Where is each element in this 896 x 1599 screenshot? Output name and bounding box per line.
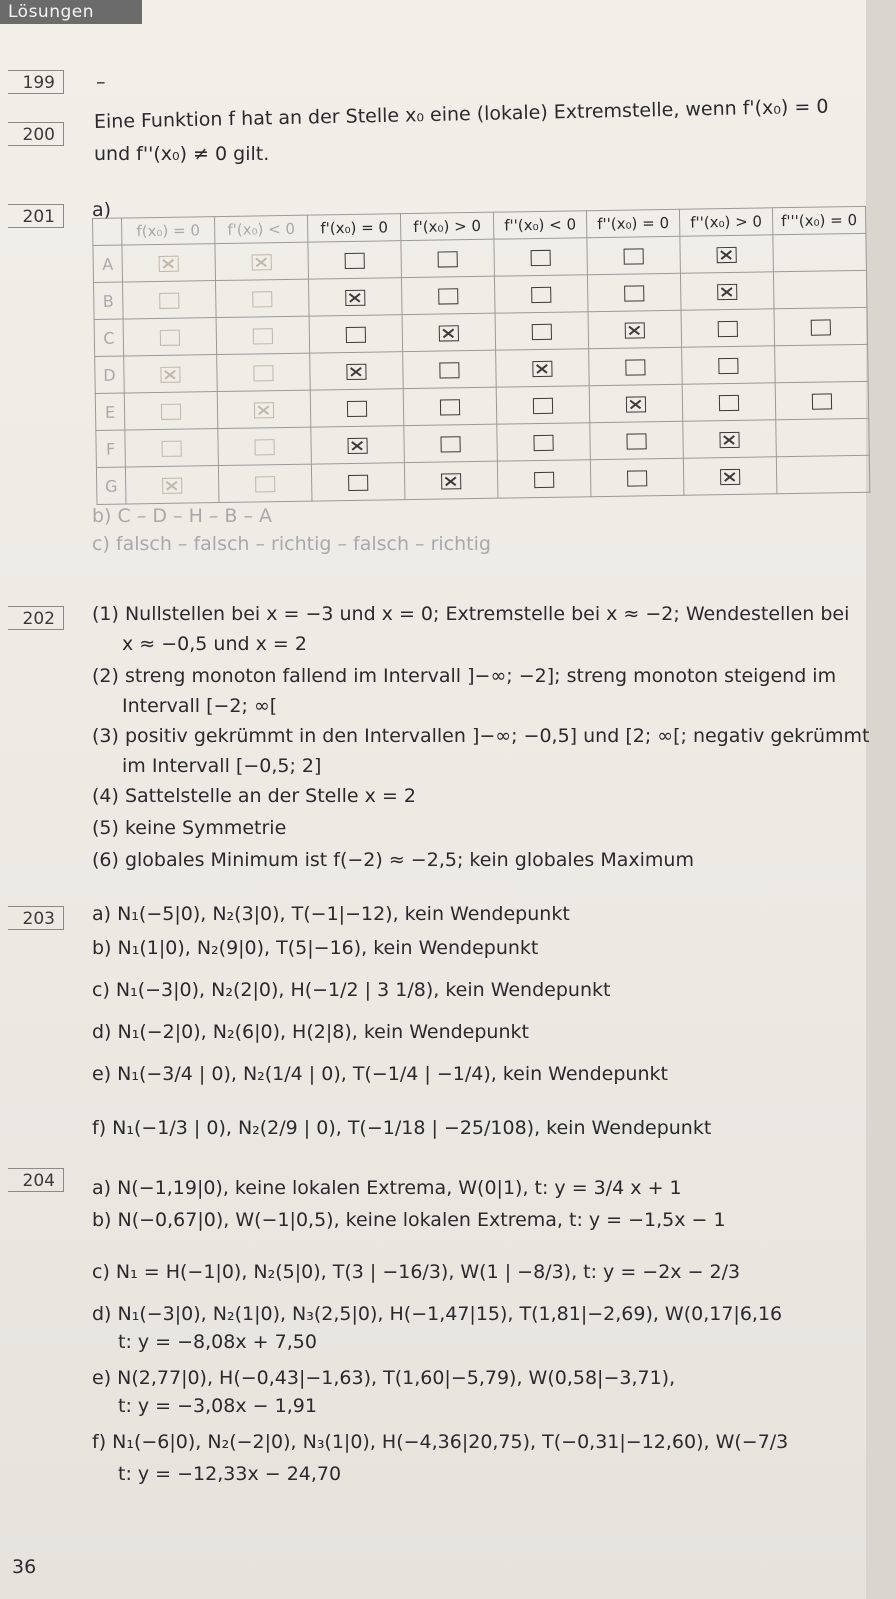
task-203-line: f) N₁(−1/3 | 0), N₂(2/9 | 0), T(−1/18 | −25/108), kein Wendepunkt — [92, 1117, 712, 1139]
checked-box — [345, 290, 365, 306]
empty-box — [159, 293, 179, 309]
table-cell — [587, 236, 681, 274]
table-cell — [403, 387, 497, 425]
task-200-line-1: Eine Funktion f hat an der Stelle x₀ eine (lokale) Extremstelle, wenn f'(x₀) = 0 — [93, 95, 829, 133]
task-203-line: c) N₁(−3|0), N₂(2|0), H(−1/2 | 3 1/8), kein Wendepunkt — [92, 979, 611, 1001]
row-label: D — [95, 356, 125, 393]
task-number-201: 201 — [8, 204, 64, 228]
empty-box — [440, 399, 460, 415]
checked-box — [717, 247, 737, 263]
empty-box — [438, 288, 458, 304]
task-201-part-b: b) C – D – H – B – A — [92, 505, 273, 527]
table-cell — [402, 313, 496, 351]
table-cell — [683, 457, 777, 495]
table-header: f''(x₀) > 0 — [679, 208, 772, 236]
task-201-part-c: c) falsch – falsch – richtig – falsch – richtig — [92, 533, 491, 555]
empty-box — [627, 470, 647, 486]
table-cell — [776, 418, 870, 456]
empty-box — [811, 319, 831, 335]
empty-box — [160, 330, 180, 346]
empty-box — [253, 328, 273, 344]
empty-box — [348, 475, 368, 491]
empty-box — [253, 365, 273, 381]
table-cell — [680, 235, 774, 273]
empty-box — [161, 404, 181, 420]
empty-box — [719, 395, 739, 411]
table-cell — [123, 318, 217, 356]
table-cell — [310, 352, 404, 390]
checked-box — [439, 325, 459, 341]
table-cell — [589, 347, 683, 385]
table-cell — [496, 349, 590, 387]
empty-box — [255, 476, 275, 492]
section-header: Lösungen — [0, 0, 142, 24]
empty-box — [439, 362, 459, 378]
checked-box — [254, 402, 274, 418]
table-cell — [311, 426, 405, 464]
empty-box — [162, 441, 182, 457]
table-cell — [308, 278, 402, 316]
empty-box — [345, 253, 365, 269]
table-cell — [404, 424, 498, 462]
table-cell — [775, 344, 869, 382]
table-cell — [124, 392, 218, 430]
table-cell — [217, 390, 311, 428]
table-cell — [590, 458, 684, 496]
task-204-line: d) N₁(−3|0), N₂(1|0), N₃(2,5|0), H(−1,47|15), T(1,81|−2,69), W(0,17|6,16 — [92, 1303, 783, 1325]
empty-box — [533, 435, 553, 451]
task-204-line: b) N(−0,67|0), W(−1|0,5), keine lokalen Extrema, t: y = −1,5x − 1 — [92, 1209, 726, 1231]
table-cell — [125, 466, 219, 504]
table-header: f''(x₀) < 0 — [493, 211, 586, 239]
table-cell — [773, 270, 867, 308]
page-edge — [866, 0, 896, 1599]
table-header: f''(x₀) = 0 — [586, 209, 679, 237]
task-number-199: 199 — [8, 70, 64, 94]
task-202-line: (2) streng monoton fallend im Intervall ]−∞; −2]; streng monoton steigend im — [92, 665, 837, 687]
empty-box — [624, 248, 644, 264]
table-cell — [310, 389, 404, 427]
table-cell — [588, 310, 682, 348]
task-204-line: e) N(2,77|0), H(−0,43|−1,63), T(1,60|−5,79), W(0,58|−3,71), — [92, 1367, 676, 1389]
table-corner — [93, 218, 122, 245]
row-label: B — [94, 282, 124, 319]
empty-box — [534, 472, 554, 488]
table-cell — [215, 242, 309, 280]
task-203-line: b) N₁(1|0), N₂(9|0), T(5|−16), kein Wendepunkt — [92, 937, 539, 959]
table-cell — [125, 429, 219, 467]
task-202-line: (1) Nullstellen bei x = −3 und x = 0; Extremstelle bei x ≈ −2; Wendestellen bei — [92, 603, 850, 625]
table-cell — [308, 241, 402, 279]
empty-box — [252, 291, 272, 307]
table-cell — [309, 315, 403, 353]
checked-box — [626, 396, 646, 412]
task-204-line: a) N(−1,19|0), keine lokalen Extrema, W(0|1), t: y = 3/4 x + 1 — [92, 1177, 682, 1199]
table-cell — [680, 272, 774, 310]
empty-box — [812, 393, 832, 409]
empty-box — [533, 398, 553, 414]
table-cell — [401, 276, 495, 314]
empty-box — [440, 436, 460, 452]
empty-box — [718, 321, 738, 337]
row-label: F — [96, 430, 126, 467]
empty-box — [532, 324, 552, 340]
table-cell — [123, 281, 217, 319]
task-202-line: (4) Sattelstelle an der Stelle x = 2 — [92, 785, 416, 807]
task-204-line: f) N₁(−6|0), N₂(−2|0), N₃(1|0), H(−4,36|20,75), T(−0,31|−12,60), W(−7/3 — [92, 1431, 789, 1453]
table-cell — [311, 463, 405, 501]
table-cell — [497, 460, 591, 498]
task-number-200: 200 — [8, 122, 64, 146]
checked-box — [347, 438, 367, 454]
table-header: f'''(x₀) = 0 — [772, 206, 865, 234]
empty-box — [438, 251, 458, 267]
empty-box — [347, 401, 367, 417]
checked-box — [532, 361, 552, 377]
table-cell — [215, 279, 309, 317]
row-label: A — [93, 245, 123, 282]
task-number-202: 202 — [8, 606, 64, 630]
table-cell — [494, 238, 588, 276]
row-label: G — [96, 467, 126, 504]
table-cell — [775, 381, 869, 419]
table-header: f'(x₀) < 0 — [214, 215, 307, 243]
checked-box — [160, 367, 180, 383]
table-cell — [683, 420, 777, 458]
table-header: f(x₀) = 0 — [122, 217, 215, 245]
table-cell — [218, 464, 312, 502]
task-202-line: (5) keine Symmetrie — [92, 817, 287, 839]
empty-box — [254, 439, 274, 455]
task-202-line: im Intervall [−0,5; 2] — [122, 755, 322, 777]
empty-box — [531, 250, 551, 266]
task-199-text: – — [96, 71, 106, 93]
table-header: f'(x₀) > 0 — [400, 212, 493, 240]
table-cell — [124, 355, 218, 393]
table-header: f'(x₀) = 0 — [307, 214, 400, 242]
checked-box — [441, 473, 461, 489]
table-cell — [218, 427, 312, 465]
table-cell — [682, 383, 776, 421]
table-cell — [216, 316, 310, 354]
table-cell — [497, 423, 591, 461]
table-cell — [682, 346, 776, 384]
checked-box — [717, 284, 737, 300]
checked-box — [162, 478, 182, 494]
empty-box — [624, 285, 644, 301]
task-203-line: d) N₁(−2|0), N₂(6|0), H(2|8), kein Wendepunkt — [92, 1021, 529, 1043]
table-cell — [403, 350, 497, 388]
task-202-line: (6) globales Minimum ist f(−2) ≈ −2,5; kein globales Maximum — [92, 849, 694, 871]
table-cell — [122, 244, 216, 282]
row-label: E — [95, 393, 125, 430]
task-202-line: x ≈ −0,5 und x = 2 — [122, 633, 307, 655]
task-204-line: t: y = −3,08x − 1,91 — [118, 1395, 317, 1417]
task-204-line: t: y = −8,08x + 7,50 — [118, 1331, 317, 1353]
checked-box — [346, 364, 366, 380]
table-cell — [496, 386, 590, 424]
table-cell — [590, 421, 684, 459]
checked-box — [252, 254, 272, 270]
empty-box — [531, 287, 551, 303]
table-cell — [217, 353, 311, 391]
empty-box — [625, 359, 645, 375]
table-cell — [495, 312, 589, 350]
table-cell — [776, 455, 870, 493]
extremum-table — [92, 206, 870, 505]
table-cell — [401, 239, 495, 277]
table-cell — [587, 273, 681, 311]
checked-box — [625, 322, 645, 338]
table-cell — [773, 233, 867, 271]
empty-box — [626, 433, 646, 449]
row-label: C — [94, 319, 124, 356]
task-204-line: c) N₁ = H(−1|0), N₂(5|0), T(3 | −16/3), W(1 | −8/3), t: y = −2x − 2/3 — [92, 1261, 741, 1283]
task-202-line: Intervall [−2; ∞[ — [122, 695, 278, 717]
empty-box — [718, 358, 738, 374]
table-cell — [681, 309, 775, 347]
task-number-203: 203 — [8, 906, 64, 930]
task-number-204: 204 — [8, 1168, 64, 1192]
task-203-line: a) N₁(−5|0), N₂(3|0), T(−1|−12), kein Wendepunkt — [92, 903, 570, 925]
table-cell — [494, 275, 588, 313]
task-202-line: (3) positiv gekrümmt in den Intervallen ]−∞; −0,5] und [2; ∞[; negativ gekrümmt — [92, 725, 870, 747]
table-cell — [589, 384, 683, 422]
task-201-part-a: a) — [92, 199, 112, 221]
table-cell — [404, 461, 498, 499]
checked-box — [159, 256, 179, 272]
task-204-line: t: y = −12,33x − 24,70 — [118, 1463, 342, 1485]
table-cell — [774, 307, 868, 345]
task-203-line: e) N₁(−3/4 | 0), N₂(1/4 | 0), T(−1/4 | −1/4), kein Wendepunkt — [92, 1063, 668, 1085]
checked-box — [720, 469, 740, 485]
page-number: 36 — [12, 1556, 37, 1578]
task-200-line-2: und f''(x₀) ≠ 0 gilt. — [94, 143, 270, 165]
empty-box — [346, 327, 366, 343]
checked-box — [719, 432, 739, 448]
